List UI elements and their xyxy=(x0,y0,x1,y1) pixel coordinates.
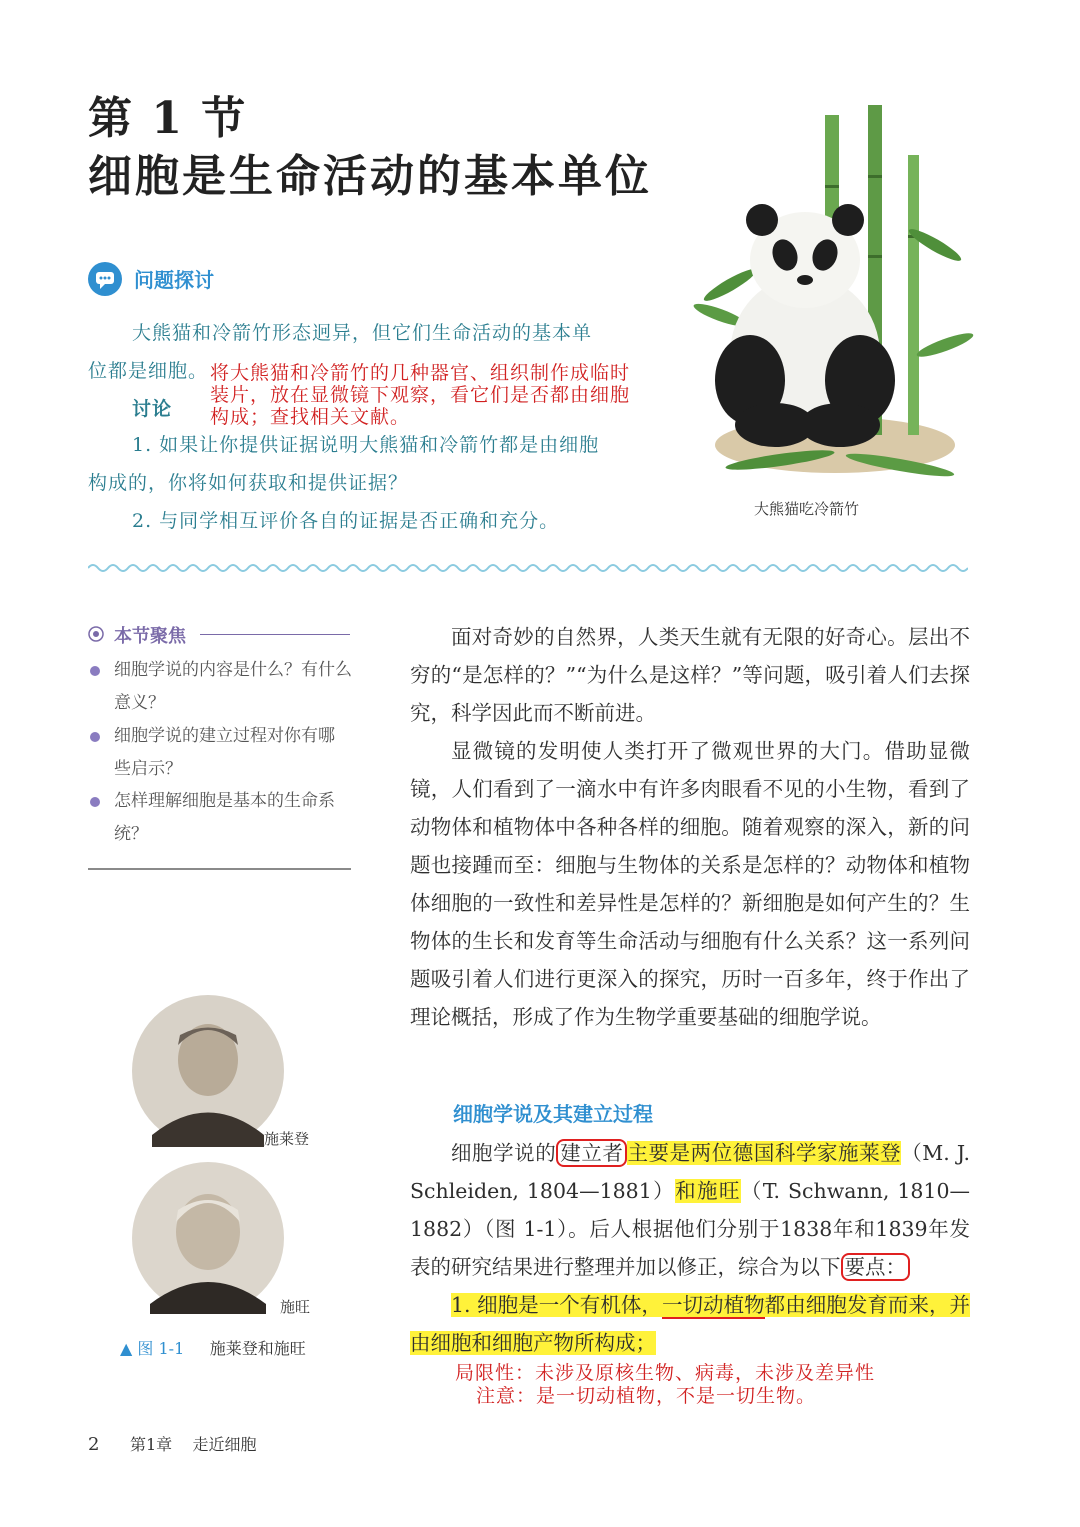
focus-item-1-line2: 意义？ xyxy=(114,693,165,713)
discussion-label: 讨论 xyxy=(132,398,173,420)
section-number: 第 1 节 xyxy=(88,93,248,144)
chapter-number: 第1章 xyxy=(129,1435,173,1454)
question-1-line1: 1. 如果让你提供证据说明大熊猫和冷箭竹都是由细胞 xyxy=(132,434,600,456)
panda-bamboo-illustration xyxy=(690,95,980,495)
highlight-two-scientists: 主要是两位德国科学家施莱登 xyxy=(627,1141,902,1165)
section-title: 细胞是生命活动的基本单位 xyxy=(88,151,652,202)
underlined-all-plants-animals: 一切动植物 xyxy=(661,1293,765,1317)
figure-title: 施莱登和施旺 xyxy=(209,1339,306,1358)
schwann-portrait xyxy=(132,1162,284,1314)
figure-caption xyxy=(120,1336,306,1359)
handwritten-note-line1: 将大熊猫和冷箭竹的几种器官、组织制作成临时 xyxy=(210,362,631,384)
circled-founder: 建立者 xyxy=(556,1139,627,1167)
highlight-point-1c: 都由细胞发育而来，并由细胞和细胞产物所构成； xyxy=(410,1293,971,1355)
highlight-point-1a: 1. 细胞是一个有机体， xyxy=(451,1293,662,1317)
wavy-divider xyxy=(88,560,968,576)
p3-text-a: 细胞学说的 xyxy=(451,1141,557,1165)
chat-bubble-icon xyxy=(88,262,122,296)
p3-text-f: （T. Schwann, 1810—1882）（图 1-1）。后人根据他们分别于1838年和1839年发表的研究结果进行整理并加以修正，综合为以下 xyxy=(410,1179,970,1279)
figure-number: 图 1-1 xyxy=(137,1339,185,1358)
question-1-line2: 构成的，你将如何获取和提供证据？ xyxy=(88,472,409,494)
circled-key-points: 要点： xyxy=(841,1253,911,1281)
question-2: 2. 与同学相互评价各自的证据是否正确和充分。 xyxy=(132,510,560,532)
schleiden-caption: 施莱登 xyxy=(264,1130,310,1148)
panda-caption: 大熊猫吃冷箭竹 xyxy=(754,500,860,518)
bullet-icon xyxy=(90,732,100,742)
focus-bottom-rule xyxy=(88,868,351,870)
focus-divider xyxy=(200,634,350,635)
p3-text-d: （M. J. Schleiden, 1804—1881） xyxy=(410,1141,971,1203)
focus-item-3-line2: 统？ xyxy=(114,824,148,844)
bullet-icon xyxy=(90,666,100,676)
focus-item-2 xyxy=(114,720,354,786)
focus-item-1 xyxy=(114,654,354,720)
focus-item-2-line1: 细胞学说的建立过程对你有哪 xyxy=(114,726,335,746)
bullet-icon xyxy=(90,797,100,807)
point-1 xyxy=(410,1286,970,1362)
highlight-schwann: 和施旺 xyxy=(675,1179,741,1203)
focus-item-2-line2: 些启示？ xyxy=(114,759,182,779)
problem-text-line2: 位都是细胞。 xyxy=(88,360,209,382)
section-focus-title: 本节聚焦 xyxy=(114,626,186,647)
handwritten-note-line2: 装片，放在显微镜下观察，看它们是否都由细胞 xyxy=(210,384,631,406)
focus-item-3-line1: 怎样理解细胞是基本的生命系 xyxy=(114,791,335,811)
problem-exploration-label: 问题探讨 xyxy=(134,268,214,292)
focus-item-3 xyxy=(114,785,354,851)
focus-item-1-line1: 细胞学说的内容是什么？有什么 xyxy=(114,660,352,680)
schleiden-portrait xyxy=(132,995,284,1147)
problem-text-line1: 大熊猫和冷箭竹形态迥异，但它们生命活动的基本单 xyxy=(132,322,593,344)
page-footer xyxy=(88,1432,257,1455)
handwritten-limitation: 局限性：未涉及原核生物、病毒，未涉及差异性 xyxy=(455,1362,876,1384)
target-icon xyxy=(88,626,104,642)
cell-theory-subheading: 细胞学说及其建立过程 xyxy=(453,1102,653,1126)
paragraph-1: 面对奇妙的自然界，人类天生就有无限的好奇心。层出不穷的“是怎样的？”“为什么是这样？”等问题，吸引着人们去探究，科学因此而不断前进。 xyxy=(410,625,970,725)
schwann-caption: 施旺 xyxy=(280,1298,311,1316)
paragraph-2: 显微镜的发明使人类打开了微观世界的大门。借助显微镜，人们看到了一滴水中有许多肉眼看不见的小生物，看到了动物体和植物体中各种各样的细胞。随着观察的深入，新的问题也接踵而至：细胞与生物体的关系是怎样的？动物体和植物体细胞的一致性和差异性是怎样的？新细胞是如何产生的？生物体的生长和发育等生命活动与细胞有什么关系？这一系列问题吸引着人们进行更深入的探究，历时一百多年，终于作出了理论概括，形成了作为生物学重要基础的细胞学说。 xyxy=(410,739,970,1029)
paragraph-3 xyxy=(410,1134,970,1286)
handwritten-note-attention: 注意：是一切动植物，不是一切生物。 xyxy=(476,1385,817,1407)
triangle-marker-icon: ▲ xyxy=(120,1339,133,1358)
page-number: 2 xyxy=(88,1434,100,1455)
handwritten-note-line3: 构成；查找相关文献。 xyxy=(210,406,411,428)
chapter-title: 走近细胞 xyxy=(192,1435,257,1454)
